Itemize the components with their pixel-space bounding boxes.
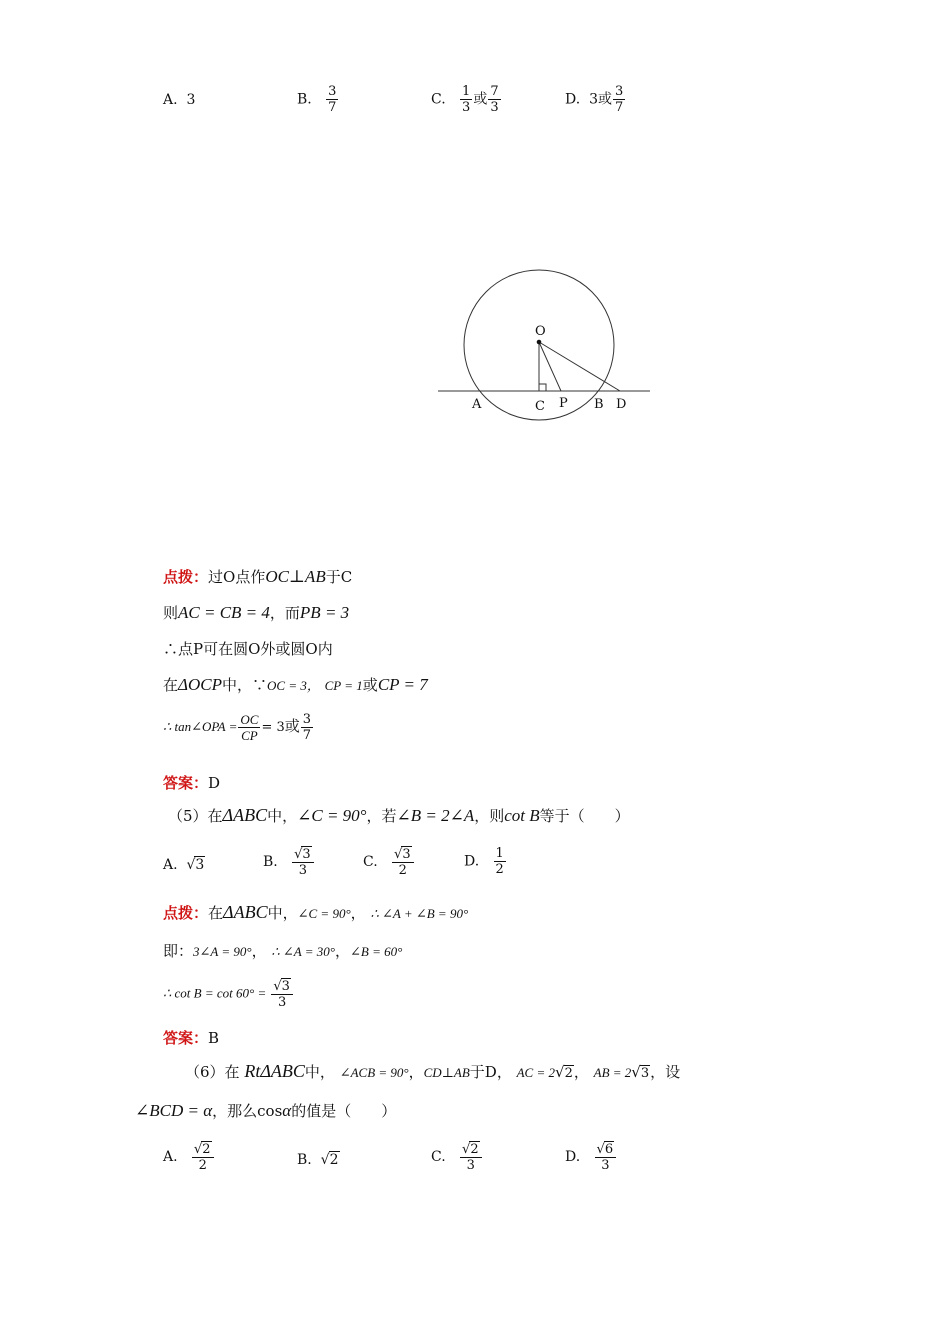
q4-option-d: D. 3或 $\frac{3}{7}$ xyxy=(565,84,624,115)
q4-hint-line2: 则AC = CB = 4，而PB = 3 xyxy=(163,603,350,622)
q5-option-c: C. $\frac{√3}{2}$ xyxy=(363,846,415,878)
q4-hint-line3: ∴点P可在圆O外或圆O内 xyxy=(163,640,333,658)
right-angle-mark xyxy=(539,384,546,391)
q4-option-b: B. $\frac{3}{7}$ xyxy=(297,84,337,115)
q6-option-b: B. √2 xyxy=(297,1152,339,1168)
segment-od xyxy=(539,342,620,391)
q5-hint-line1: 点拨：在ΔABC中，∠C = 90°， ∴ ∠A + ∠B = 90° xyxy=(163,902,469,922)
circle-figure xyxy=(430,255,660,425)
label-p: P xyxy=(559,396,568,411)
q6-stem-line2: ∠BCD = α，那么cosα的值是（ ） xyxy=(135,1101,397,1120)
q4-hint-line1: 点拨：过O点作OC⊥AB于C xyxy=(163,567,353,586)
q6-option-c: C. $\frac{√2}{3}$ xyxy=(431,1141,483,1173)
q4-option-a: A. 3 xyxy=(163,92,196,108)
label-b: B xyxy=(594,397,604,412)
q5-hint-line2: 即：3∠A = 90°， ∴ ∠A = 30°，∠B = 60° xyxy=(163,942,403,960)
q4-hint-line4: 在ΔOCP中，∵OC = 3， CP = 1或CP = 7 xyxy=(163,675,428,694)
point-o xyxy=(537,340,542,345)
label-a: A xyxy=(472,397,482,412)
q4-option-c: C. $\frac{1}{3}$ 或 $\frac{7}{3}$ xyxy=(431,84,499,115)
q5-answer: 答案：B xyxy=(163,1029,220,1047)
label-o: O xyxy=(535,324,546,339)
label-d: D xyxy=(616,397,627,412)
q5-option-d: D. $\frac{1}{2}$ xyxy=(464,846,504,877)
label-c: C xyxy=(535,399,545,414)
q6-option-a: A. $\frac{√2}{2}$ xyxy=(163,1141,215,1173)
q4-hint-line5: ∴ tan∠OPA = $\frac{OC}{CP}$ = 3或 $\frac{3}{7}$ xyxy=(163,712,312,743)
q6-stem-line1: （6）在 RtΔABC中， ∠ACB = 90°，CD⊥AB于D， AC = 2√2， AB = 2√3，设 xyxy=(185,1061,681,1081)
q5-hint-line3: ∴ cot B = cot 60° = $\frac{√3}{3}$ xyxy=(163,978,294,1010)
q4-answer: 答案：D xyxy=(163,774,221,792)
q5-option-a: A. √3 xyxy=(163,857,205,873)
q5-option-b: B. $\frac{√3}{3}$ xyxy=(263,846,315,878)
q6-option-d: D. $\frac{√6}{3}$ xyxy=(565,1141,617,1173)
q5-stem: （5）在ΔABC中，∠C = 90°，若∠B = 2∠A，则cot B等于（ ） xyxy=(168,805,630,825)
